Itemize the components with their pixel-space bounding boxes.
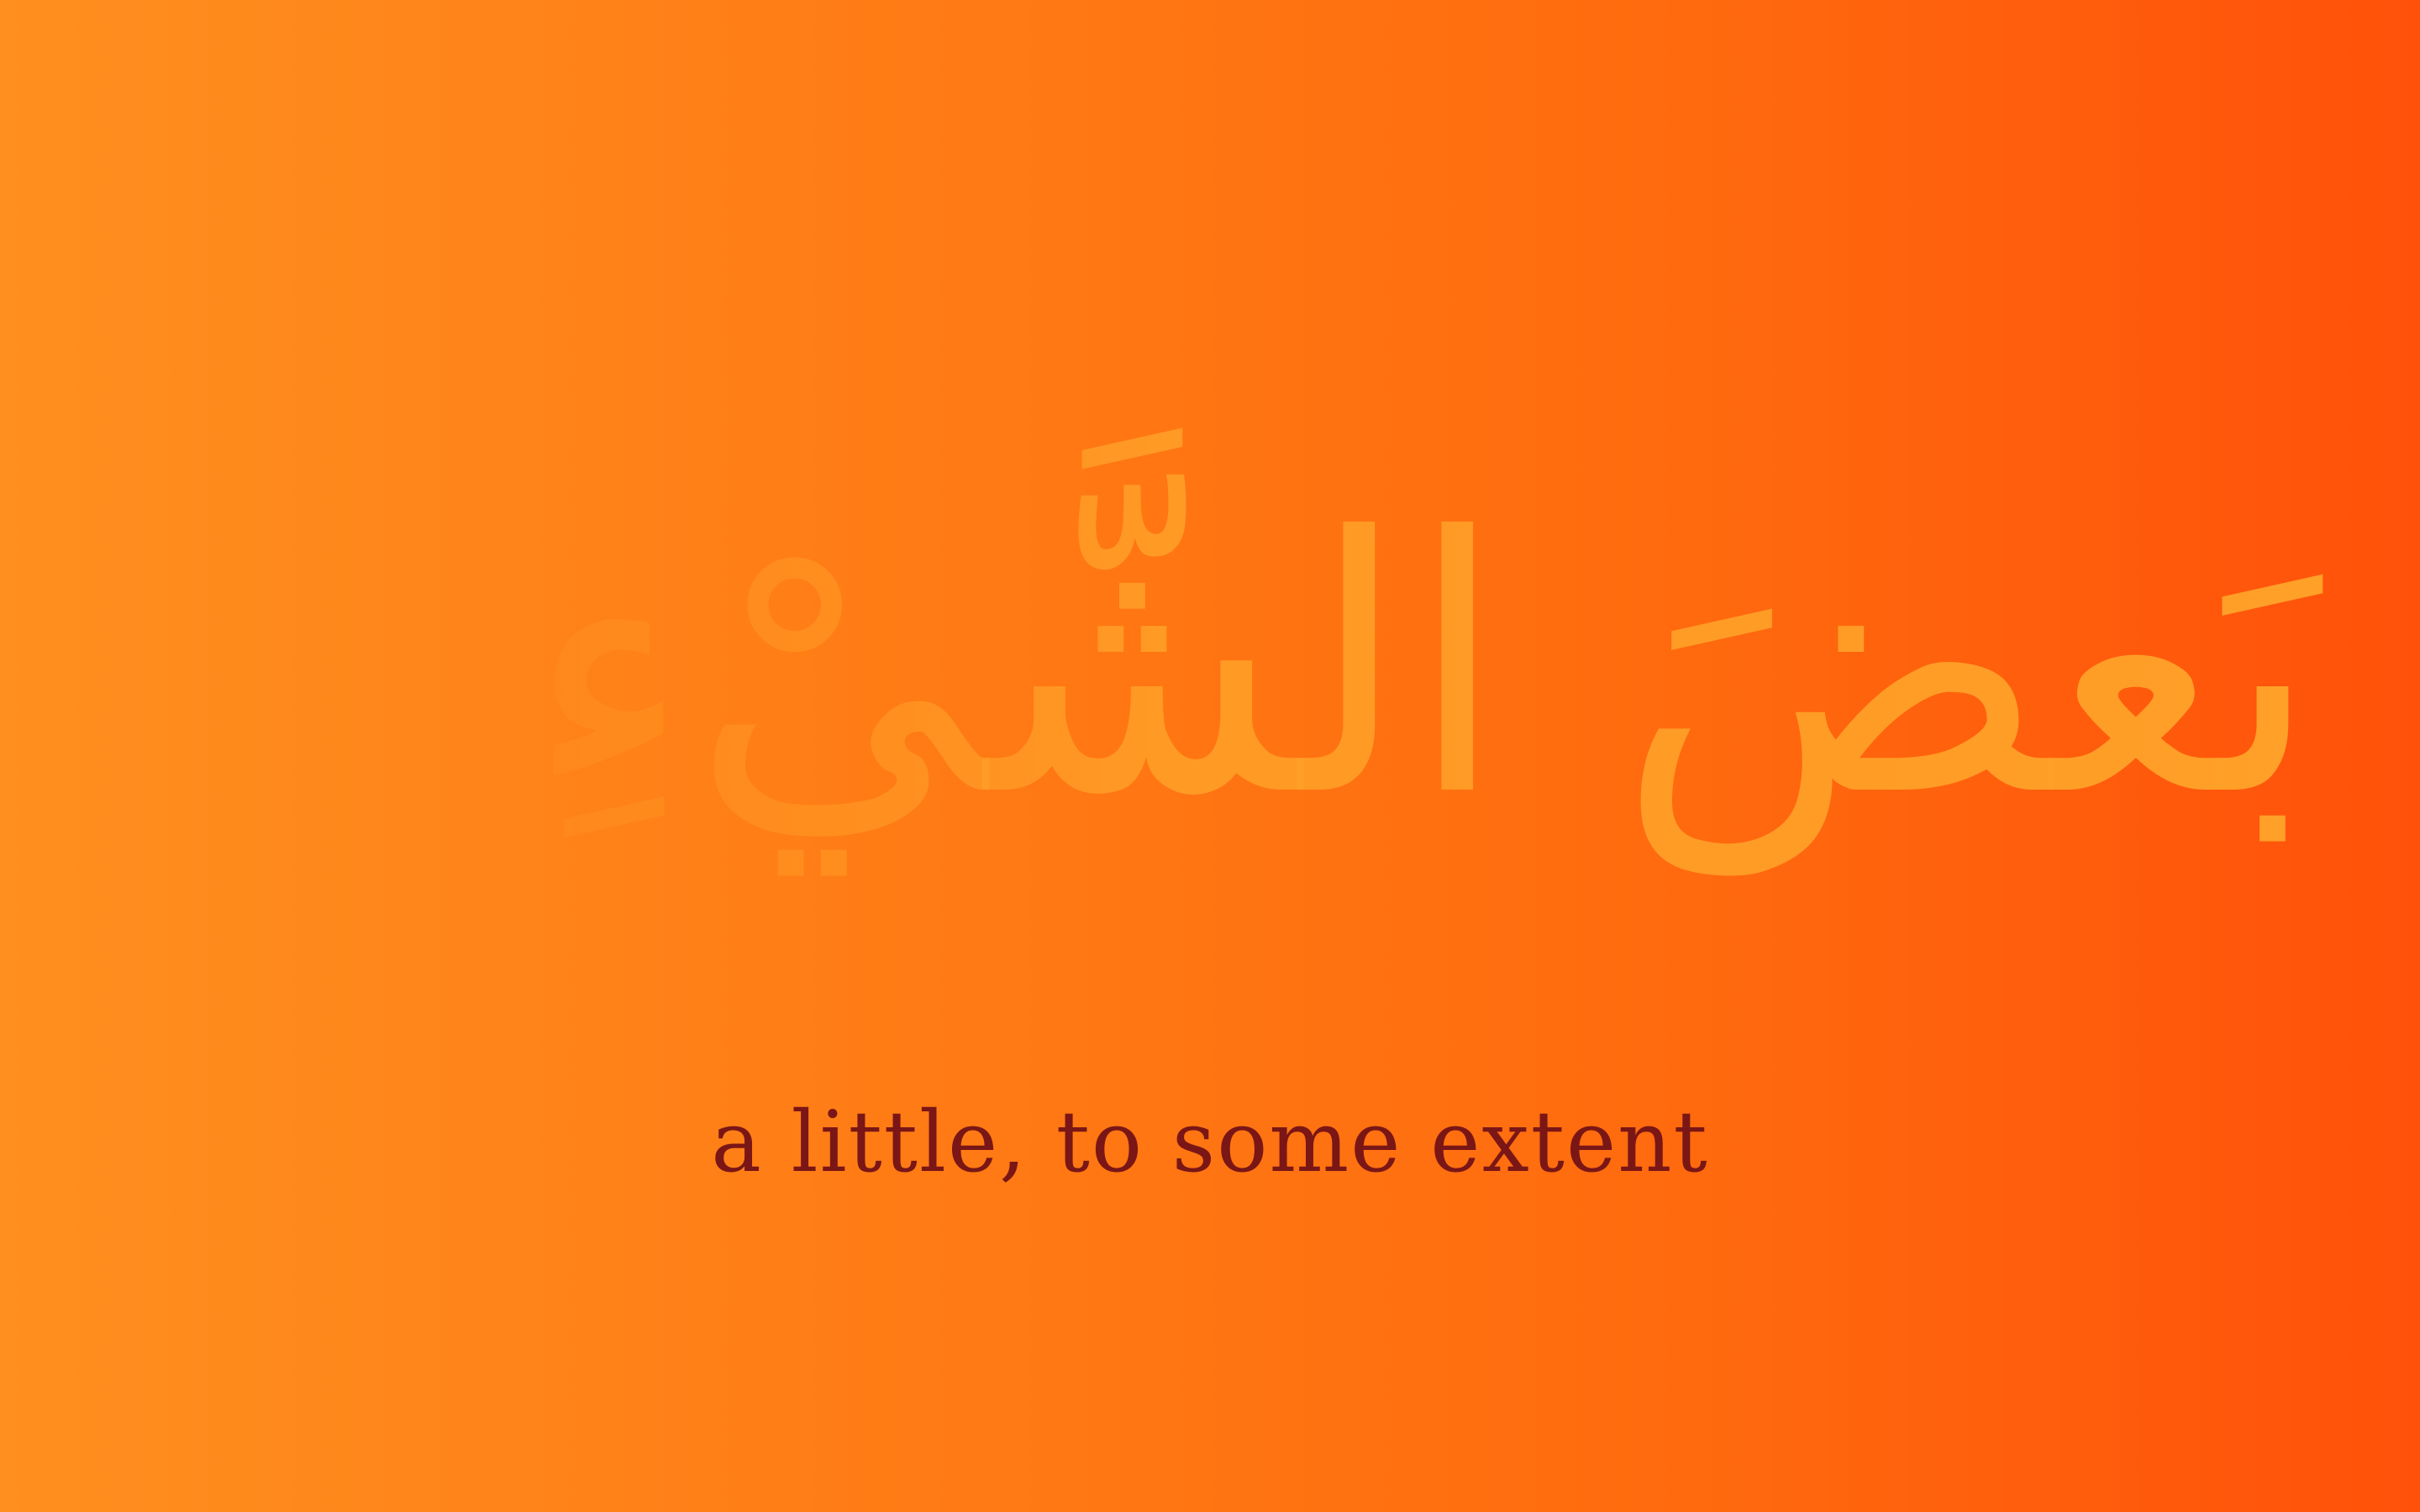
arabic-phrase (0, 319, 2420, 924)
arabic-phrase-svg (0, 319, 2420, 924)
arabic-text: بَعضَ الشَّيْءِ (525, 463, 2319, 874)
translation-text: a little, to some extent (711, 1093, 1709, 1191)
